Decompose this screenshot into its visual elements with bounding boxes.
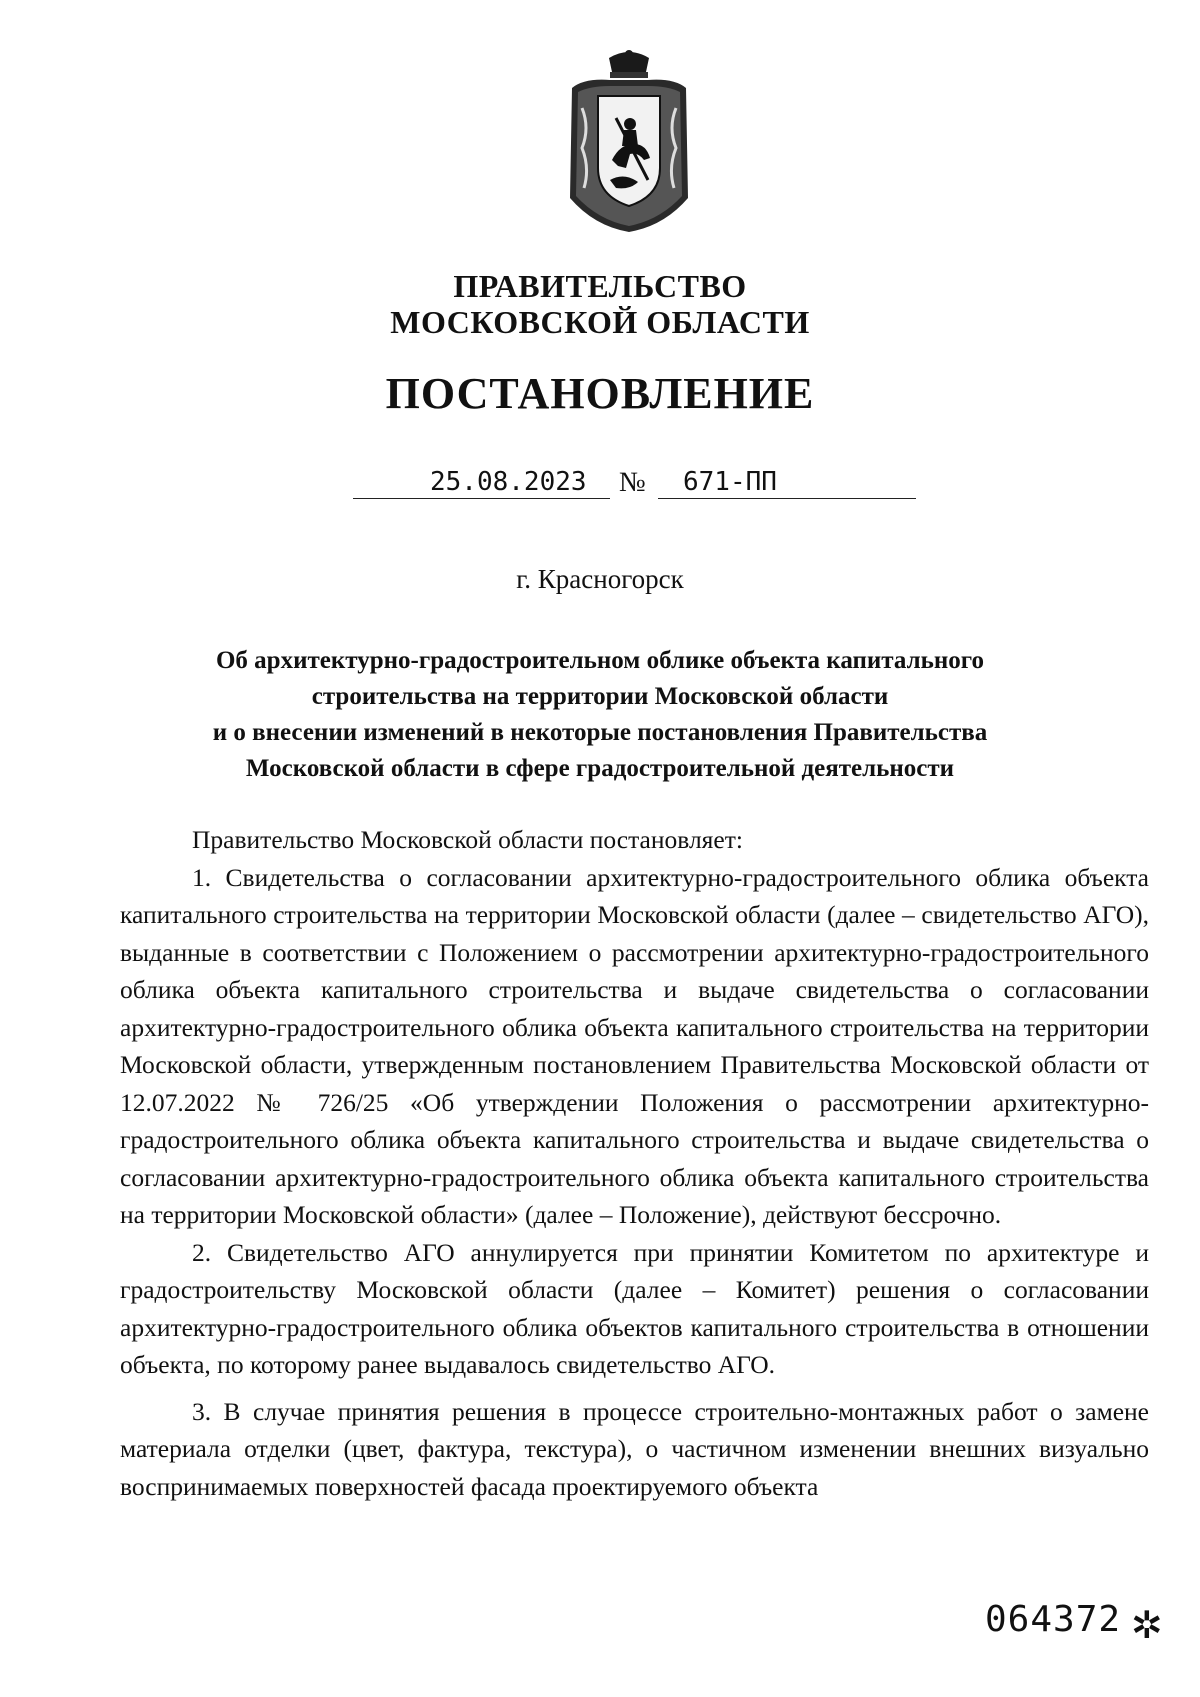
asterisk-icon: ✲ — [1131, 1603, 1163, 1647]
document-body — [120, 821, 1149, 1505]
paragraph-3: 3. В случае принятия решения в процессе строительно-монтажных работ о замене материала отделки (цвет, фактура, текстура), о частичном изменении внешних визуально воспринимаемых поверхностей фасада проектируемого объекта — [120, 1396, 1149, 1501]
document-number: 671-ПП — [683, 467, 777, 497]
document-title-line: и о внесении изменений в некоторые постановления Правительства — [212, 719, 988, 746]
number-underline — [658, 498, 916, 499]
coat-of-arms-icon — [564, 48, 694, 234]
document-title-line: строительства на территории Московской области — [311, 683, 889, 710]
date-underline — [353, 498, 610, 499]
number-sign: № — [619, 467, 646, 498]
government-title-line2: МОСКОВСКОЙ ОБЛАСТИ — [390, 304, 810, 340]
document-date: 25.08.2023 — [430, 467, 587, 497]
document-title-line: Об архитектурно-градостроительном облике объекта капитального — [215, 647, 984, 674]
serial-number: 064372 — [985, 1599, 1122, 1640]
city: г. Красногорск — [516, 564, 684, 594]
government-title-line1: ПРАВИТЕЛЬСТВО — [453, 268, 747, 304]
document-title-line: Московской области в сфере градостроительной деятельности — [245, 755, 955, 782]
preamble: Правительство Московской области постановляет: — [192, 825, 743, 854]
paragraph-1: 1. Свидетельства о согласовании архитектурно-градостроительного облика объекта капитального строительства на территории Московской области (далее – свидетельство АГО), выданные в соответствии с Положением о рассмотрении архитектурно-градостроительного облика объекта капитального строительства и выдаче свидетельства о согласовании архитектурно-градостроительного облика объекта капитального строительства на территории Московской области, утвержденным постановлением Правительства Московской области от 12.07.2022 № 726/25 «Об утверждении Положения о рассмотрении архитектурно-градостроительного облика объекта капитального строительства и выдаче свидетельства о согласовании архитектурно-градостроительного облика объекта капитального строительства на территории Московской области» (далее – Положение), действуют бессрочно. — [120, 862, 1149, 1229]
paragraph-2: 2. Свидетельство АГО аннулируется при принятии Комитетом по архитектуре и градостроительству Московской области (далее – Комитет) решения о согласовании архитектурно-градостроительного облика объектов капитального строительства в отношении объекта, по которому ранее выдавалось свидетельство АГО. — [120, 1237, 1149, 1379]
document-title — [150, 643, 1050, 787]
document-type: ПОСТАНОВЛЕНИЕ — [385, 369, 815, 418]
